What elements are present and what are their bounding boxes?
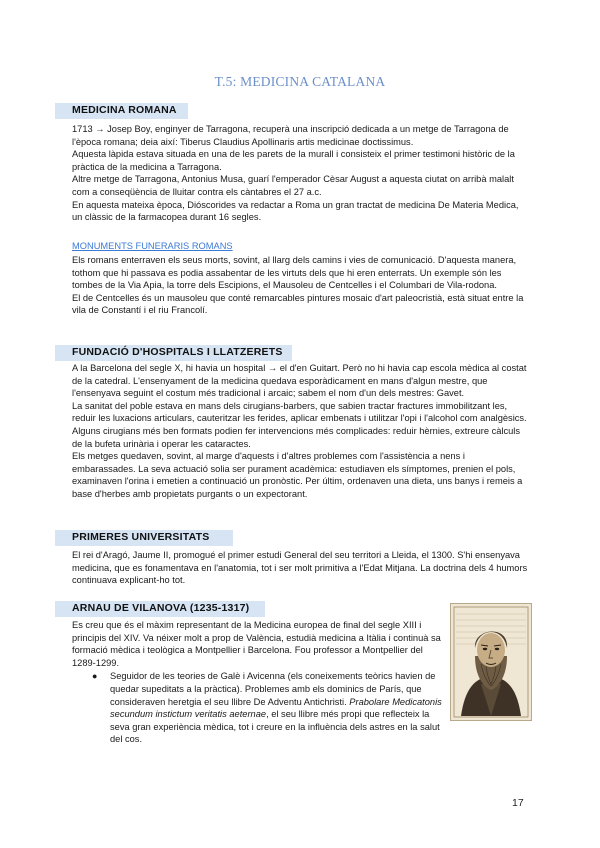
portrait-image bbox=[450, 603, 532, 721]
paragraph: Es creu que és el màxim representant de la Medicina europea de final del segle XIII i principis del XIV. Va néixer molt a prop de València, estudià medicina a Itàlia i continuà sa formació mèdica i teològica a Montpellier i Barcelona. Fou professor a Montpellier del 1289-1299. bbox=[72, 620, 441, 668]
paragraph: 1713 → Josep Boy, enginyer de Tarragona, recuperà una inscripció dedicada a un metge de Tarragona de l'època romana; deia així: Tiberus Claudius Apollinaris artis medicinae doctissimus. bbox=[72, 124, 509, 147]
heading-label: ARNAU DE VILANOVA (1235-1317) bbox=[72, 602, 250, 614]
paragraph: Els romans enterraven els seus morts, sovint, al llarg dels camins i vies de comunicació. D'aquesta manera, tothom que hi passava es podia assabentar de les virtuts dels que hi eren enterrats. Un exemple són les tombes de la Via Apia, la torre dels Escipions, el Mausoleu de Centcelles i el Columbari de Vila-rodona. bbox=[72, 255, 517, 291]
page-title: T.5: MEDICINA CATALANA bbox=[214, 74, 386, 89]
paragraph: A la Barcelona del segle X, hi havia un hospital → el d'en Guitart. Però no hi havia cap escola mèdica al costat de la catedral. L'ensenyament de la medicina quedava esporàdicament en mans d'algun mestre, que l'ensenyava seguint el costum més tradicional i arcaic; sabem el nom d'un dels mestres: Gavet. bbox=[72, 363, 527, 399]
paragraph: La sanitat del poble estava en mans dels cirugians-barbers, que sabien tractar fractures immobilitzant les, reduir les luxacions articulars, cauteritzar les ferides, aplicar embenats i utilitzar l'opi i l'alcohol com analgèsics. Alguns cirugians més ben formats podien fer intervencions més complicades: reduir hèrnies, extreure càlculs de la bufeta urinària i operar les cataractes. bbox=[72, 400, 527, 449]
universitats-text bbox=[72, 549, 530, 587]
heading-label: PRIMERES UNIVERSITATS bbox=[72, 531, 210, 543]
bullet-lead-text: Seguidor de les teories de Galè i Avicenna (els coneixements teòrics havien de quedar supeditats a la pràctica). Problemes amb els dominics de París, que consideraven heretgia el seu llibre De Adventu Antichristi. bbox=[110, 671, 436, 707]
paragraph: Altre metge de Tarragona, Antonius Musa, guarí l'emperador Cèsar August a aquesta ciutat on arribà malalt com a conseqüència de lluitar contra els càntabres el 27 a.c. bbox=[72, 174, 514, 197]
arnau-text bbox=[72, 619, 444, 746]
heading-label: MEDICINA ROMANA bbox=[72, 104, 177, 116]
paragraph: Aquesta làpida estava situada en una de les parets de la murall i consisteix el primer testimoni històric de la pràctica de la medicina a Tarragona. bbox=[72, 149, 515, 172]
list-item bbox=[72, 670, 444, 746]
paragraph: El de Centcelles és un mausoleu que conté remarcables pintures mosaic d'art paleocristià, està situat entre la vila de Constantí i el riu Francolí. bbox=[72, 292, 524, 316]
monuments-subheading-link[interactable]: MONUMENTS FUNERARIS ROMANS bbox=[72, 241, 233, 251]
bullet-tail-text: , el seu llibre més propi que reflecteix la seva gran experiència mèdica, tot i creure en la influència dels astres en la salut del cos. bbox=[110, 709, 440, 745]
heading-label: FUNDACIÓ D'HOSPITALS I LLATZERETS bbox=[72, 346, 283, 358]
page-number: 17 bbox=[512, 797, 524, 809]
bullet-dot-icon: ● bbox=[92, 671, 98, 682]
medicina-romana-text bbox=[72, 123, 530, 224]
book-title: Prabolare Medicatonis secundum instictum veritatis aeternae bbox=[110, 696, 442, 720]
hospitals-text bbox=[72, 362, 530, 501]
paragraph: Els metges quedaven, sovint, al marge d'aquests i d'altres problemes com l'assistència a nens i embarassades. La seva actuació solia ser purament acadèmica: estudiaven els símptomes, prenien el pols, examinaven l'orina i emetien a continuació un pronòstic. Per últim, ordenaven una dieta, uns banys i remeis a base d'herbes amb propietats purgants o un expectorant. bbox=[72, 451, 523, 499]
paragraph: El rei d'Aragó, Jaume II, promogué el primer estudi General del seu territori a Lleida, el 1300. S'hi ensenyava medicina, que es fonamentava en l'anatomia, tot i ser molt primitiva a l'Edat Mitjana. La doctrina dels 4 humors continuava explicant-ho tot. bbox=[72, 550, 528, 586]
paragraph: En aquesta mateixa època, Dióscorides va redactar a Roma un gran tractat de medicina De Materia Medica, un clàssic de la farmacopea durant 16 segles. bbox=[72, 199, 519, 223]
monuments-text bbox=[72, 254, 530, 317]
